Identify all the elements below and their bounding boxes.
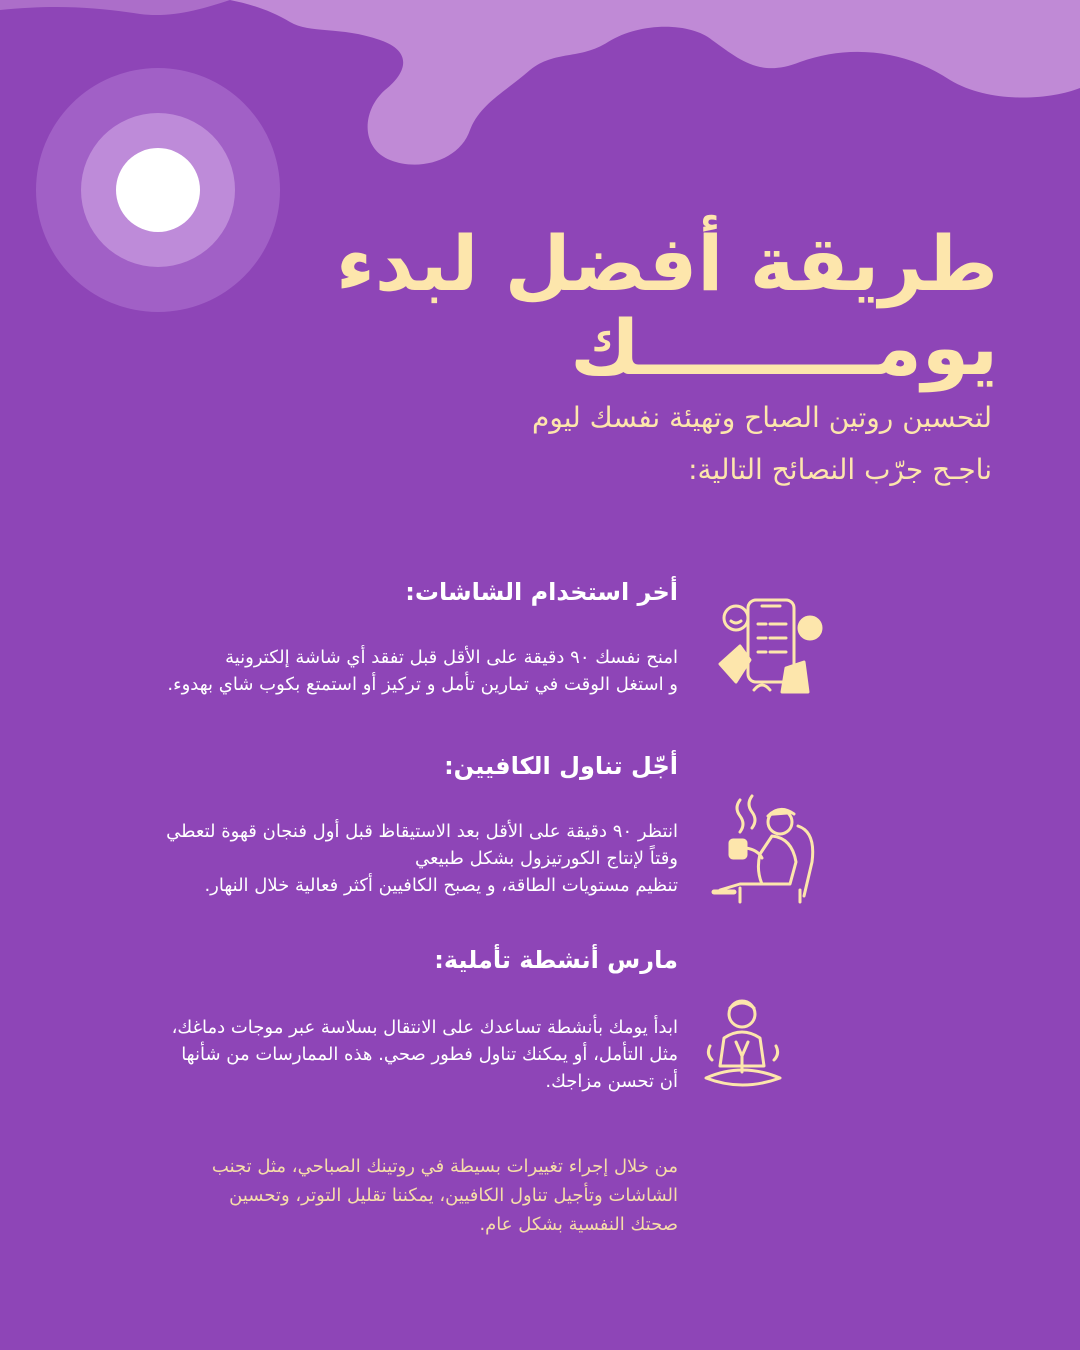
tip-body-screens	[58, 644, 678, 698]
tip-heading-screens: أخر استخدام الشاشات:	[405, 578, 678, 606]
tip-body-meditation	[58, 1014, 678, 1095]
page-title	[238, 219, 998, 392]
tip-body-line: و استغل الوقت في تمارين تأمل و تركيز أو استمتع بكوب شاي بهدوء.	[167, 674, 678, 695]
closing-line: صحتك النفسية بشكل عام.	[479, 1214, 678, 1235]
tip-body-line: تنظيم مستويات الطاقة، و يصبح الكافيين أكثر فعالية خلال النهار.	[204, 875, 678, 896]
tip-body-line: أن تحسن مزاجك.	[545, 1071, 678, 1092]
tip-heading-meditation: مارس أنشطة تأملية:	[434, 946, 678, 974]
closing-line: الشاشات وتأجيل تناول الكافيين، يمكننا تقليل التوتر، وتحسين	[229, 1185, 678, 1206]
title-line-2: يومـــــــــك	[570, 303, 998, 392]
meditating-person-icon	[702, 996, 784, 1094]
tip-body-line: وقتاً لإنتاج الكورتيزول بشكل طبيعي	[415, 848, 678, 869]
tip-body-line: امنح نفسك ٩٠ دقيقة على الأقل قبل تفقد أي شاشة إلكترونية	[225, 647, 678, 668]
subtitle-line-1: لتحسين روتين الصباح وتهيئة نفسك ليوم	[532, 401, 992, 434]
phone-checklist-icon	[700, 594, 830, 704]
tip-body-line: انتظر ٩٠ دقيقة على الأقل بعد الاستيقاظ قبل أول فنجان قهوة لتعطي	[166, 821, 678, 842]
tip-body-line: مثل التأمل، أو يمكنك تناول فطور صحي. هذه الممارسات من شأنها	[181, 1044, 678, 1065]
person-drinking-coffee-icon	[700, 792, 830, 904]
page-subtitle	[292, 392, 992, 496]
sun-core	[116, 148, 200, 232]
title-line-1: طريقة أفضل لبدء	[336, 219, 998, 308]
closing-paragraph	[118, 1152, 678, 1239]
tip-body-line: ابدأ يومك بأنشطة تساعدك على الانتقال بسلاسة عبر موجات دماغك،	[171, 1017, 678, 1038]
closing-line: من خلال إجراء تغييرات بسيطة في روتينك الصباحي، مثل تجنب	[211, 1156, 678, 1177]
subtitle-line-2: ناجـح جرّب النصائح التالية:	[688, 453, 992, 486]
tip-heading-caffeine: أجّل تناول الكافيين:	[444, 752, 678, 780]
tip-body-caffeine	[58, 818, 678, 899]
